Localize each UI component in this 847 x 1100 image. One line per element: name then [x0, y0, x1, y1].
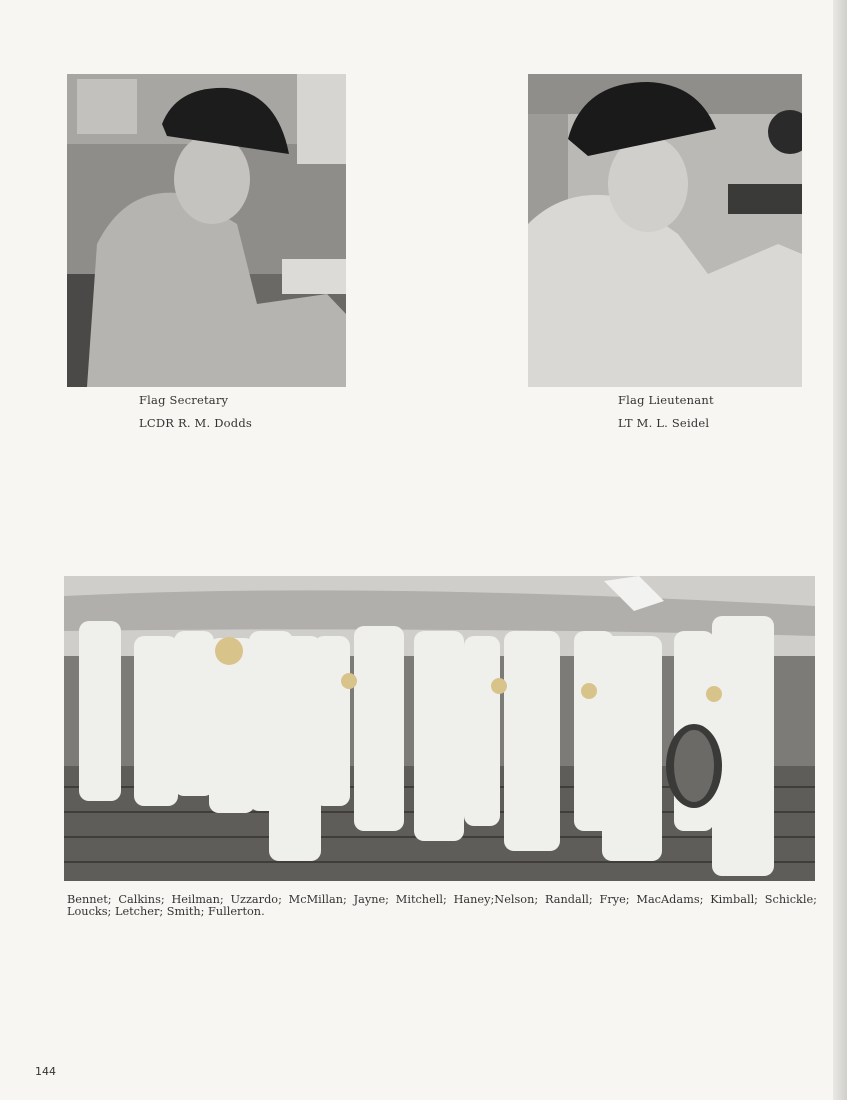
group-photo-caption: Bennet; Calkins; Heilman; Uzzardo; McMillan; Jayne; Mitchell; Haney;Nelson; Randall; Frye; MacAdams; Kimball; Schickle; Loucks; Letcher; Smith; Fullerton. — [67, 893, 817, 918]
photo-flag-secretary — [67, 74, 346, 387]
photo-band-group — [64, 576, 815, 881]
portrait-name-flag-lieutenant: LT M. L. Seidel — [618, 416, 710, 430]
portrait-title-flag-lieutenant: Flag Lieutenant — [618, 393, 714, 407]
page-edge — [833, 0, 847, 1100]
photo-flag-lieutenant — [528, 74, 802, 387]
portrait-name-flag-secretary: LCDR R. M. Dodds — [139, 416, 252, 430]
portrait-title-flag-secretary: Flag Secretary — [139, 393, 229, 407]
page-number: 144 — [35, 1065, 56, 1078]
